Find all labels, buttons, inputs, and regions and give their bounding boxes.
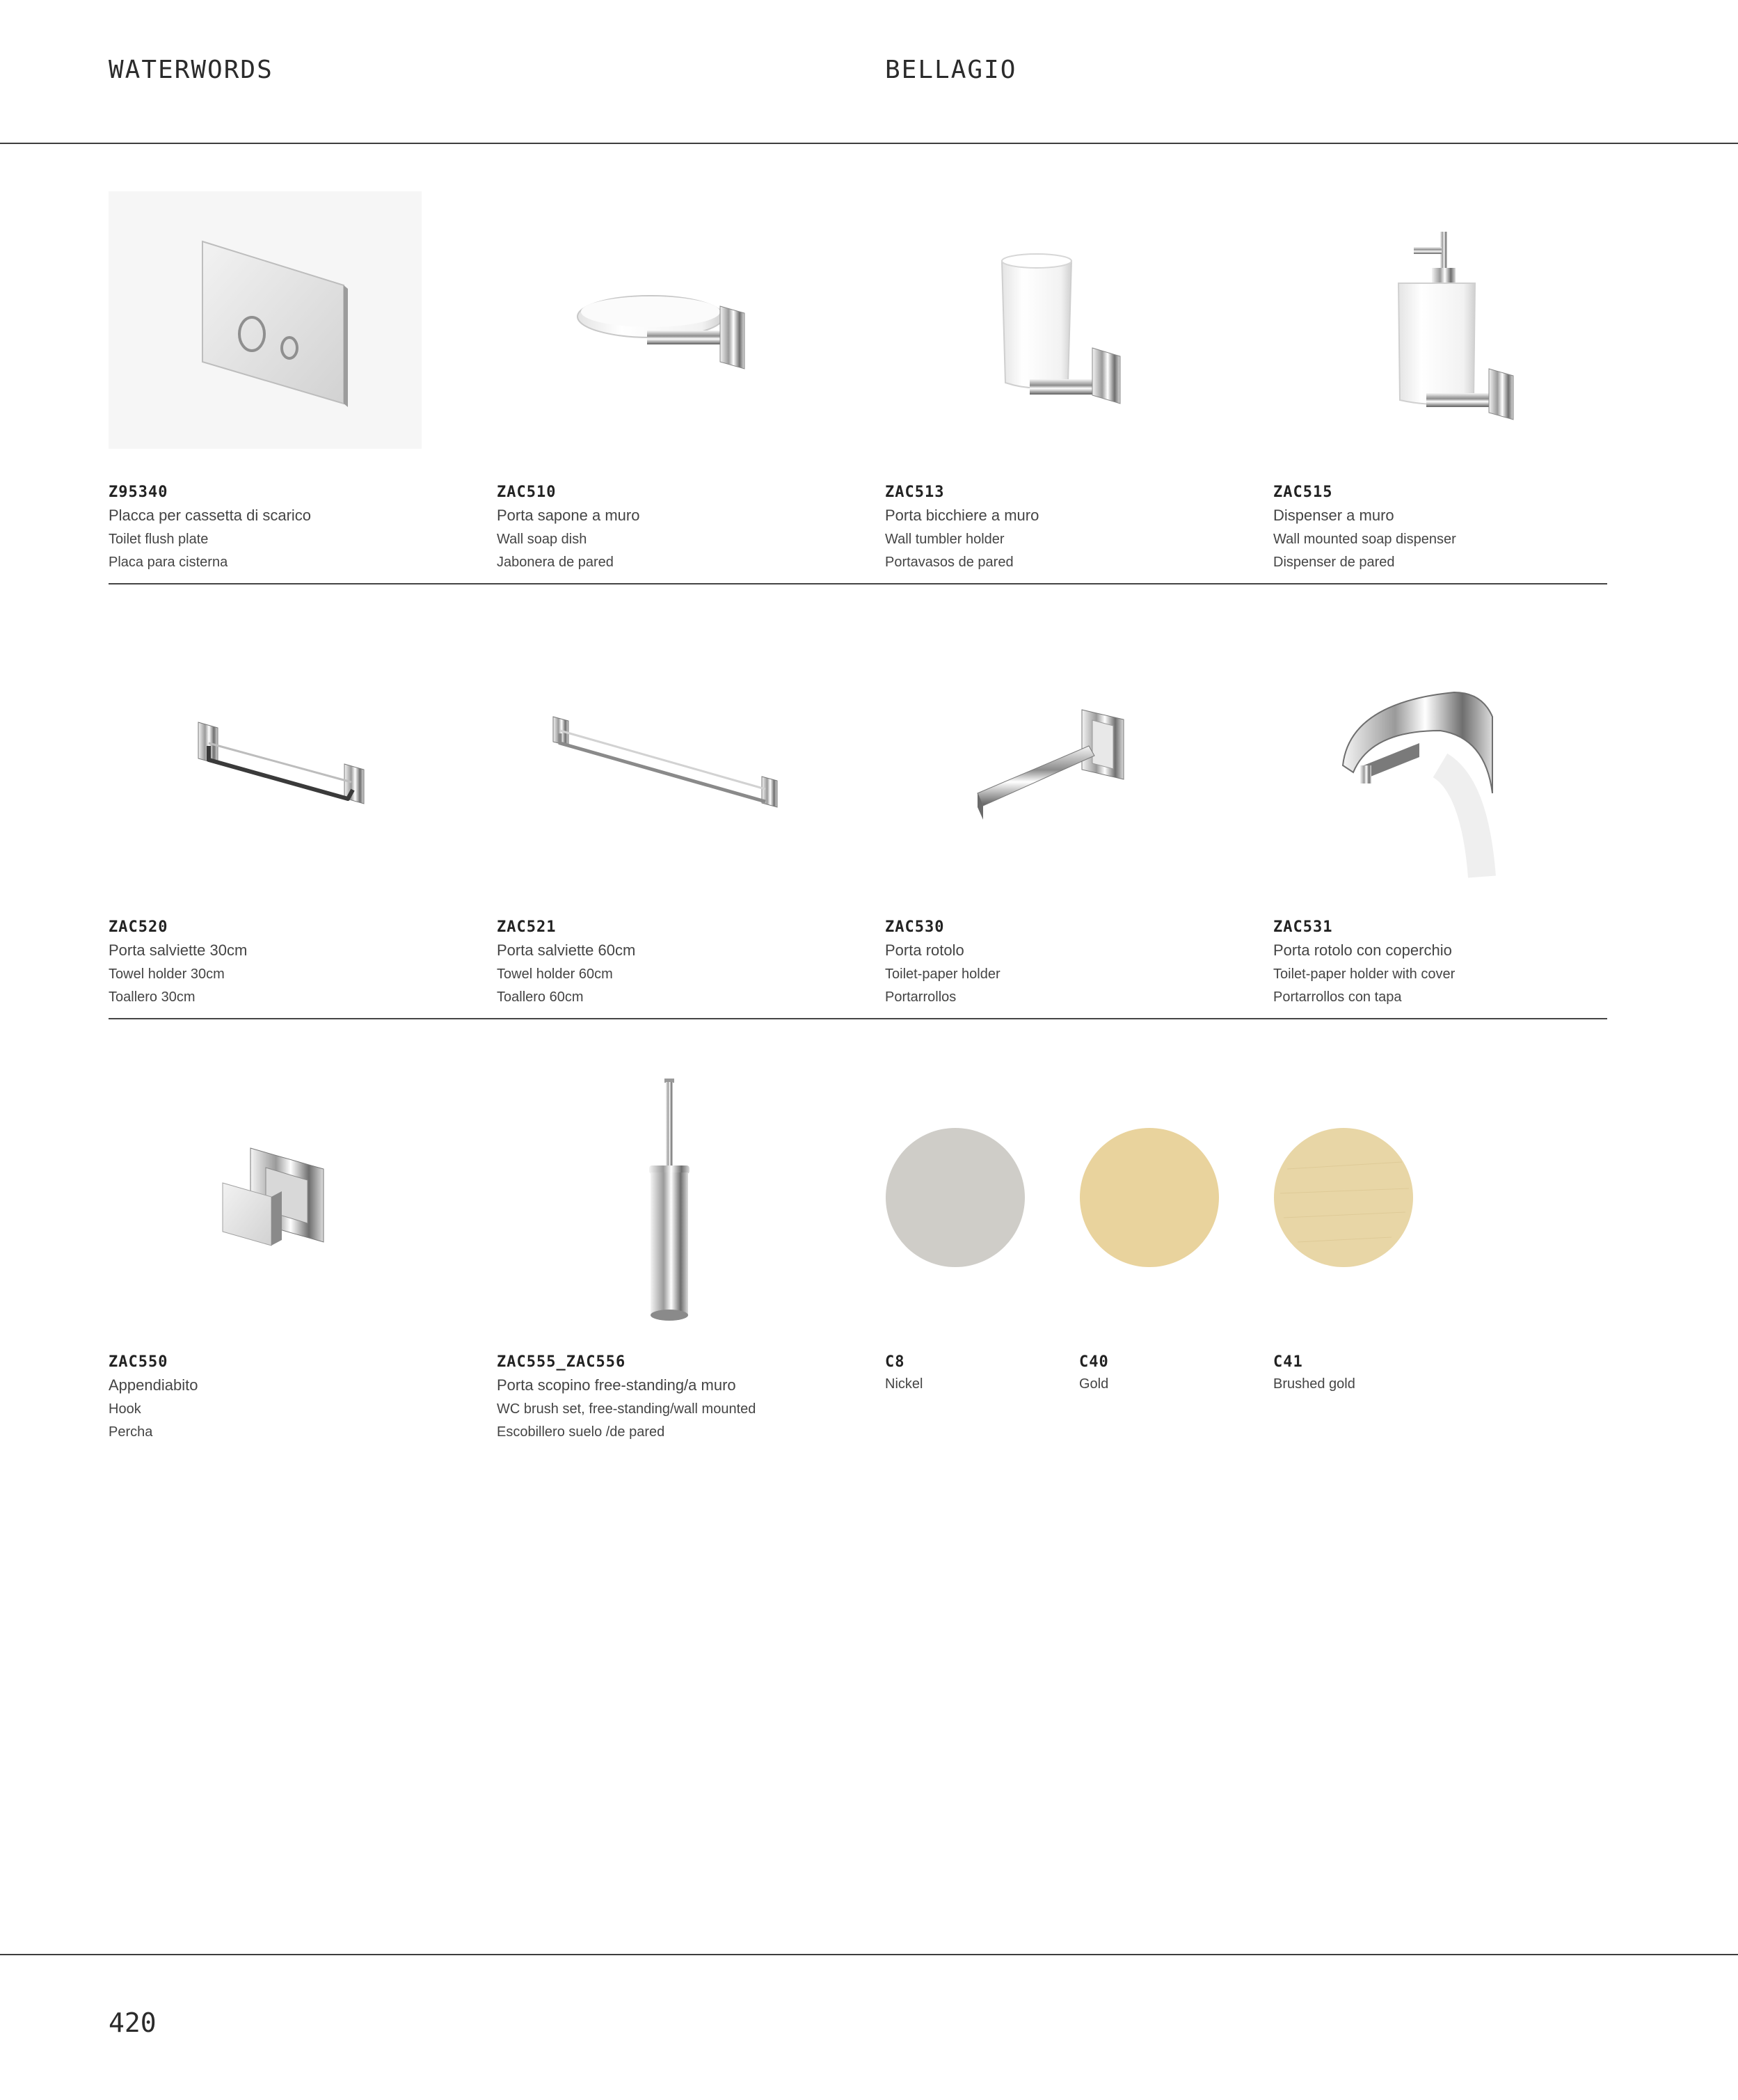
product-card [497, 1353, 859, 1447]
product-name-it: Placca per cassetta di scarico [109, 507, 312, 524]
product-name-es: Dispenser de pared [1273, 555, 1395, 570]
product-name-es: Percha [109, 1424, 153, 1440]
soap-dish-image [571, 278, 765, 376]
product-name-en: Towel holder 30cm [109, 967, 225, 982]
swatch-nickel-disc [886, 1128, 1025, 1267]
swatch-gold [1079, 1127, 1220, 1268]
product-name-it: Porta scopino free-standing/a muro [497, 1376, 736, 1394]
product-name-en: WC brush set, free-standing/wall mounted [497, 1401, 756, 1417]
product-card [1273, 918, 1635, 1012]
flush-plate-image [109, 191, 422, 449]
wc-brush-image [630, 1075, 713, 1326]
product-name-es: Portavasos de pared [885, 555, 1014, 570]
product-name-es: Portarrollos con tapa [1273, 989, 1402, 1005]
product-name-it: Porta salviette 30cm [109, 941, 248, 959]
product-name-it: Porta bicchiere a muro [885, 507, 1039, 524]
product-name-es: Toallero 30cm [109, 989, 196, 1005]
swatch-brushed-gold [1273, 1127, 1414, 1268]
row-divider [109, 583, 1607, 584]
product-code: ZAC530 [885, 918, 945, 936]
row-divider [109, 1018, 1607, 1019]
header-collection: BELLAGIO [885, 56, 1017, 84]
product-name-it: Appendiabito [109, 1376, 198, 1394]
swatch-gold-disc [1080, 1128, 1219, 1267]
footer-rule [0, 1954, 1738, 1955]
product-card [109, 1353, 470, 1447]
product-name-es: Jabonera de pared [497, 555, 614, 570]
finish-card [1273, 1353, 1454, 1399]
toilet-paper-holder-cover-image [1336, 689, 1545, 891]
finish-name: Gold [1079, 1376, 1109, 1392]
finish-name: Nickel [885, 1376, 923, 1392]
product-name-it: Porta sapone a muro [497, 507, 640, 524]
towel-holder-30-image [170, 710, 379, 814]
product-name-it: Porta rotolo con coperchio [1273, 941, 1452, 959]
swatch-nickel [885, 1127, 1026, 1268]
product-name-en: Toilet-paper holder [885, 967, 1000, 982]
toilet-paper-holder-image [971, 703, 1138, 828]
product-name-en: Toilet flush plate [109, 532, 209, 547]
product-name-es: Placa para cisterna [109, 555, 228, 570]
finish-code: C41 [1273, 1353, 1303, 1371]
product-code: ZAC550 [109, 1353, 168, 1371]
towel-holder-60-image [532, 710, 797, 814]
product-card [109, 918, 470, 1012]
hook-image [216, 1141, 327, 1252]
product-code: ZAC510 [497, 484, 557, 501]
product-code: ZAC520 [109, 918, 168, 936]
product-card [885, 484, 1247, 578]
product-name-en: Wall mounted soap dispenser [1273, 532, 1456, 547]
finish-card [1079, 1353, 1260, 1399]
header-brand: WATERWORDS [109, 56, 273, 84]
page-number: 420 [109, 2007, 157, 2038]
product-card [109, 484, 470, 578]
product-name-it: Porta rotolo [885, 941, 964, 959]
finish-code: C40 [1079, 1353, 1109, 1371]
product-card [885, 918, 1247, 1012]
product-code: ZAC531 [1273, 918, 1333, 936]
product-name-en: Towel holder 60cm [497, 967, 613, 982]
product-code: Z95340 [109, 484, 168, 501]
tumbler-holder-image [988, 250, 1141, 417]
product-name-it: Dispenser a muro [1273, 507, 1394, 524]
product-name-en: Wall soap dish [497, 532, 587, 547]
soap-dispenser-image [1385, 226, 1524, 428]
header-rule [0, 143, 1738, 144]
product-name-en: Hook [109, 1401, 141, 1417]
product-name-es: Toallero 60cm [497, 989, 584, 1005]
finish-name: Brushed gold [1273, 1376, 1355, 1392]
product-name-en: Wall tumbler holder [885, 532, 1005, 547]
finish-code: C8 [885, 1353, 905, 1371]
product-card [497, 484, 859, 578]
product-code: ZAC513 [885, 484, 945, 501]
swatch-brushed-gold-disc [1274, 1128, 1413, 1267]
product-name-it: Porta salviette 60cm [497, 941, 636, 959]
product-code: ZAC555_ZAC556 [497, 1353, 626, 1371]
product-name-es: Portarrollos [885, 989, 957, 1005]
product-card [497, 918, 859, 1012]
product-name-es: Escobillero suelo /de pared [497, 1424, 665, 1440]
product-card [1273, 484, 1635, 578]
finish-card [885, 1353, 1066, 1399]
product-code: ZAC515 [1273, 484, 1333, 501]
product-code: ZAC521 [497, 918, 557, 936]
product-name-en: Toilet-paper holder with cover [1273, 967, 1456, 982]
